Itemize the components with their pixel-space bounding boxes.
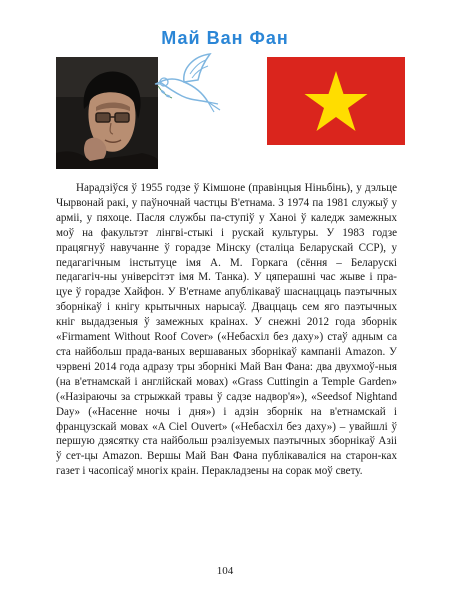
portrait-photo (56, 57, 158, 169)
dove-with-olive-branch-icon (154, 52, 224, 114)
biography-text: Нарадзіўся ў 1955 годзе ў Кімшоне (правінцыя Ніньбінь), у дэльце Чырвонай ракі, у паўночнай частцы В'етнама. З 1974 па 1981 служыў у арміі, у пяхоце. Пасля службы па-ступіў у Ханоі ў каледж замежных моў на факультэт лінгві-стыкі і рускай культуры. У 1983 годзе працягнуў навучанне ў горадзе Мінску (сталіца Беларускай ССР), у педагагічным інстытуце імя А. М. Горкага (сёння – Беларускі педагагіч-ны універсітэт імя М. Танка). У цяперашні час жыве і пра-цуе ў горадзе Хайфон. У В'етнаме апублікаваў шаснаццаць паэтычных зборнікаў і кнігу крытычных нарысаў. Дваццаць сем яго паэтычных кніг выдадзеныя ў замежных краінах. У снежні 2012 года зборнік «Firmament Without Roof Cover» («Небасхіл без даху») стаў адным са ста найбольш прада-ваных вершаваных зборнікаў кампаніі Amazon. У чэрвені 2014 года адразу тры зборнікі Май Ван Фана: два двухмоў-ныя (на в'етнамскай і англійскай мовах) «Grass Cuttingin a Temple Garden» («Назіраючы за стрыжкай травы ў садзе надвор'я»), «Seedsof Nightand Day» («Насенне ночы і дня») і адзін зборнік на в'етнамскай і французскай мовах «A Ciel Ouvert» («Небасхіл без даху») – увайшлі ў першую дзясятку ста найбольш рэалізуемых паэтычных зборнікаў Азіі ў сет-цы Amazon. Вершы Май Ван Фана публікаваліся на старон-ках газет і часопісаў многіх краін. Перакладзены на сорак моў свету. (56, 182, 397, 478)
page-number: 104 (216, 565, 234, 577)
vietnam-flag (267, 57, 405, 145)
page-title: Май Ван Фан (161, 28, 289, 48)
